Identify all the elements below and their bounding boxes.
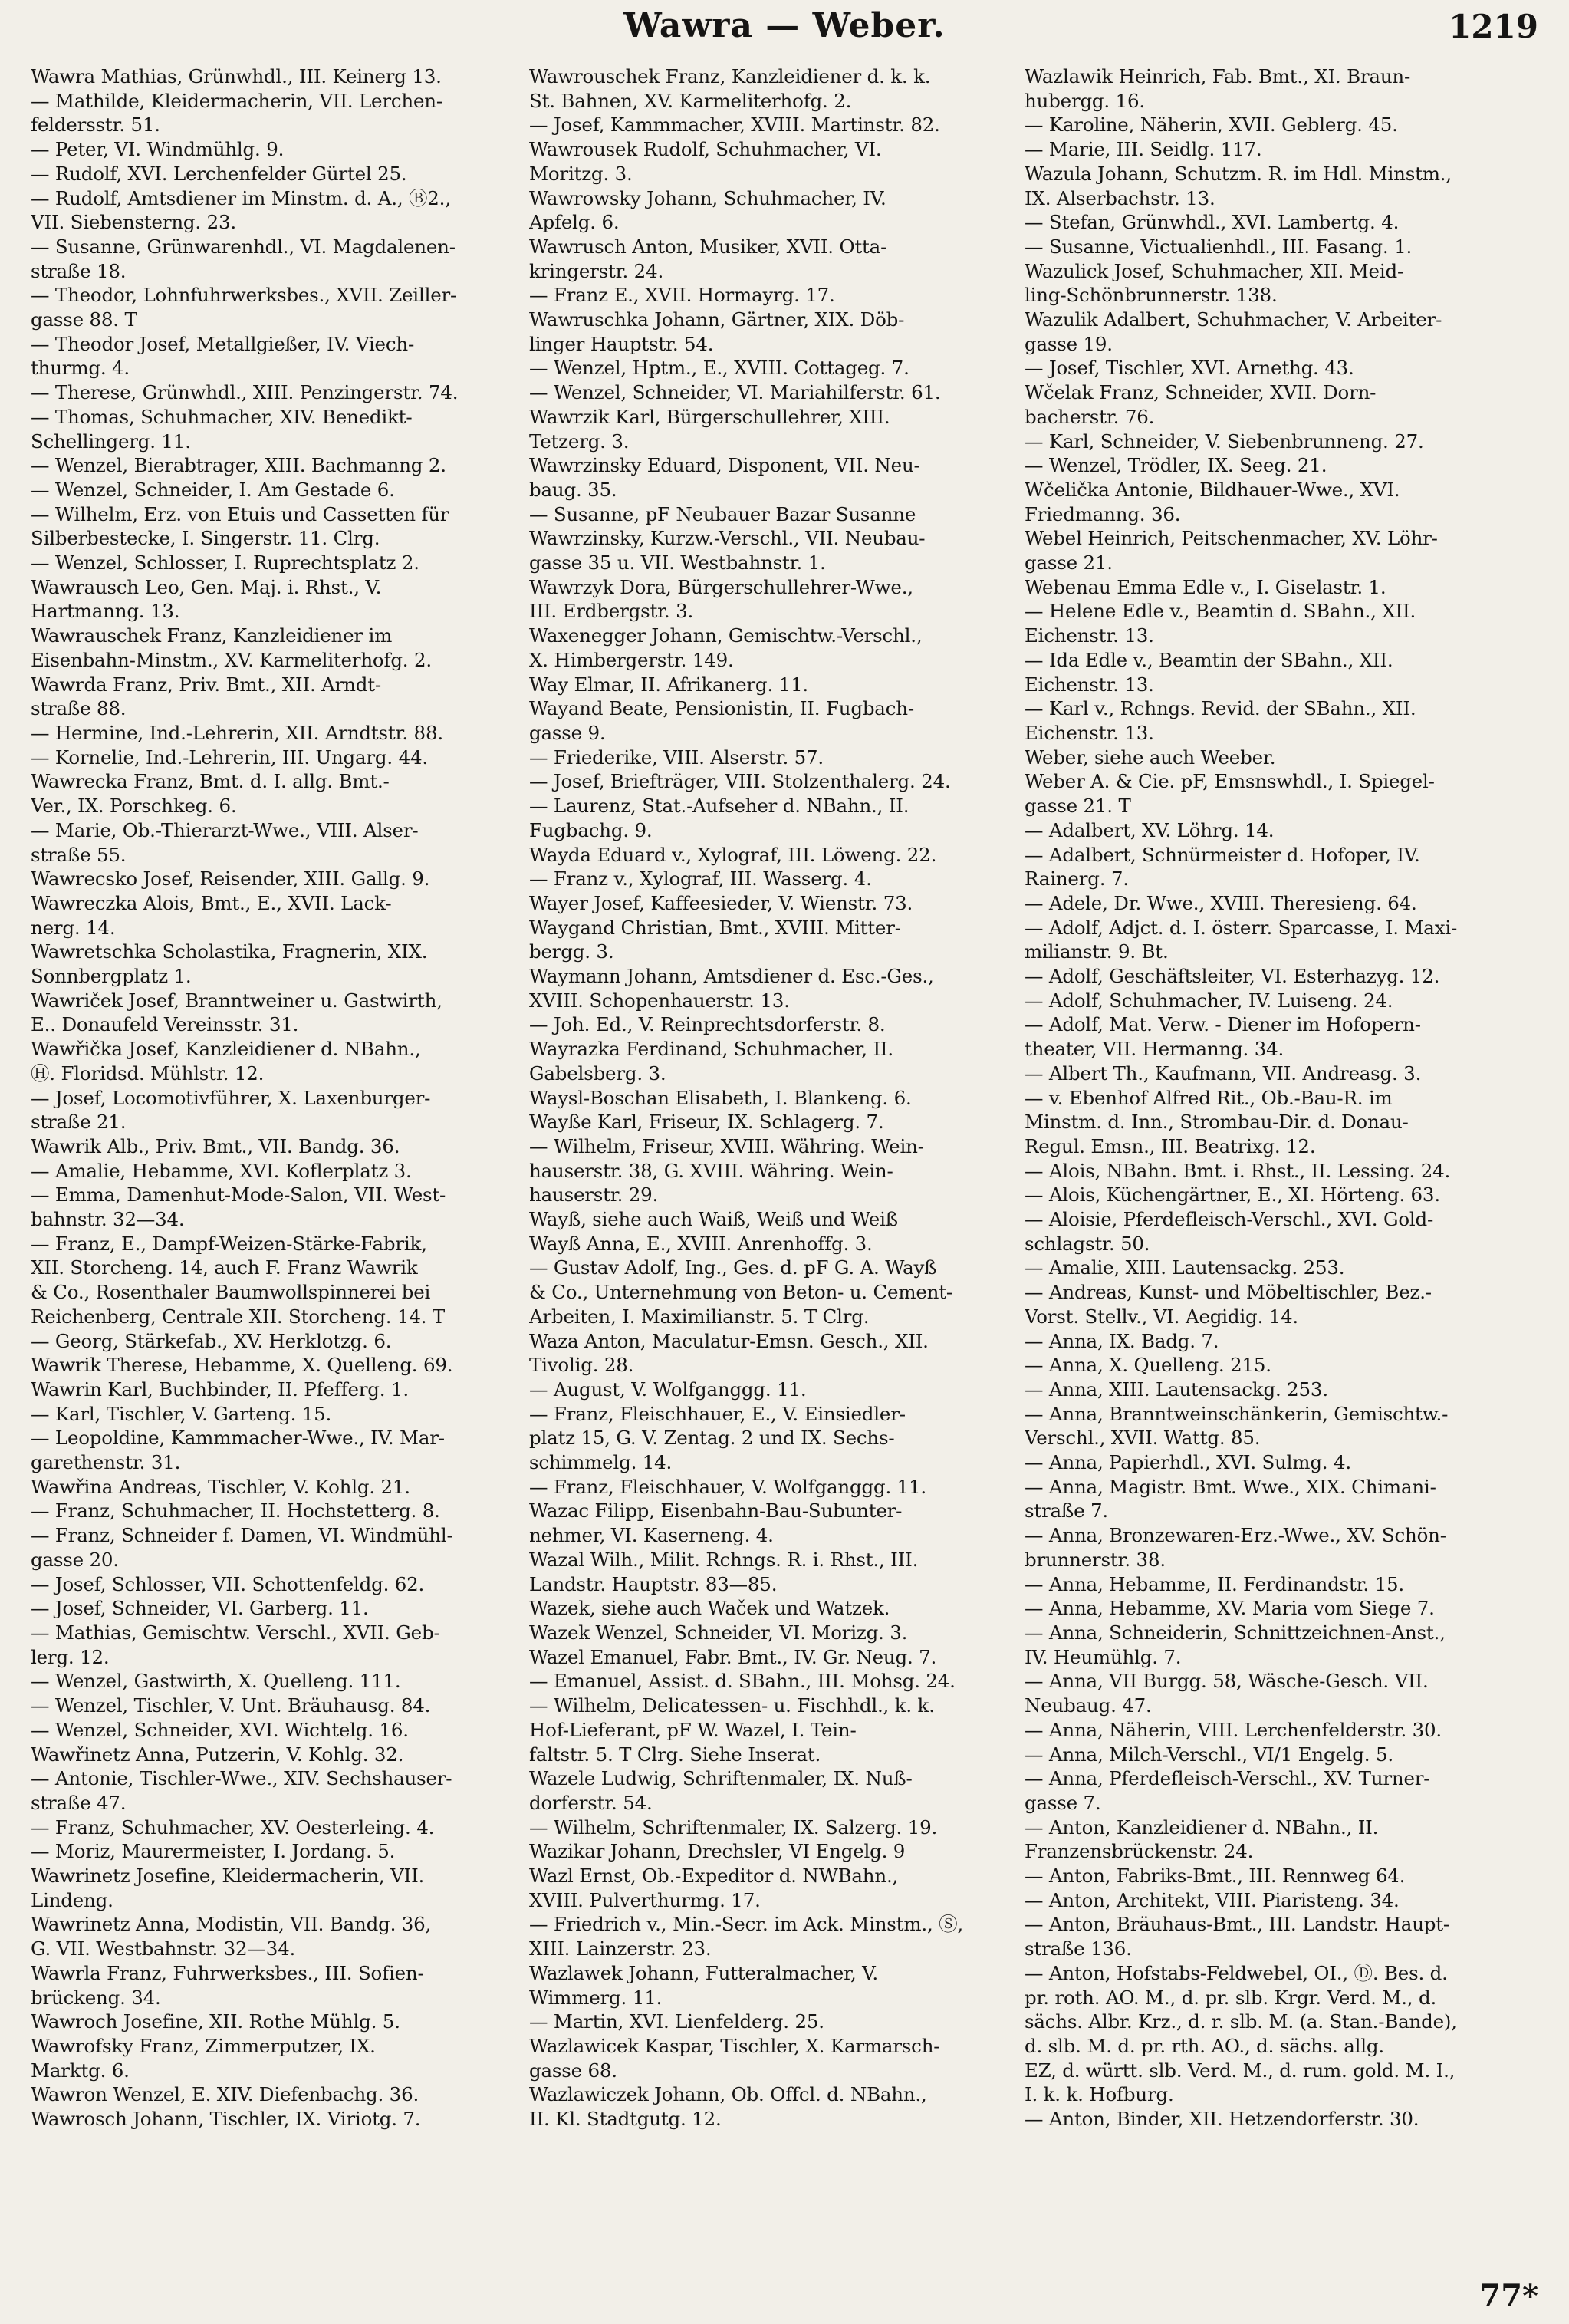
entry-line: — Susanne, Victualienhdl., III. Fasang. 1. <box>1025 235 1413 258</box>
entry-line: — Josef, Schlosser, VII. Schottenfeldg. 62. <box>31 1572 425 1595</box>
entry-line: Webenau Emma Edle v., I. Giselastr. 1. <box>1025 575 1386 598</box>
entry-line: hubergg. 16. <box>1025 89 1145 112</box>
entry-line: VII. Siebensterng. 23. <box>31 211 236 234</box>
entry-line: Way Elmar, II. Afrikanerg. 11. <box>529 673 808 696</box>
entry-line: Landstr. Hauptstr. 83—85. <box>529 1572 778 1595</box>
entry-line: gasse 7. <box>1025 1791 1101 1814</box>
entry-line: — Franz, Schuhmacher, XV. Oesterleing. 4. <box>31 1815 435 1838</box>
entry-line: Wčelička Antonie, Bildhauer-Wwe., XVI. <box>1025 478 1400 501</box>
entry-line: straße 55. <box>31 843 127 866</box>
entry-line: — Wenzel, Tischler, V. Unt. Bräuhausg. 84. <box>31 1694 431 1717</box>
entry-line: — Wilhelm, Friseur, XVIII. Währing. Wein- <box>529 1134 924 1157</box>
entry-line: — Friedrich v., Min.-Secr. im Ack. Minstm., Ⓢ, <box>529 1913 964 1936</box>
entry-line: — Anna, VII Burgg. 58, Wäsche-Gesch. VII. <box>1025 1670 1429 1693</box>
entry-line: Wazl Ernst, Ob.-Expeditor d. NWBahn., <box>529 1865 899 1888</box>
entry-line: — Anton, Kanzleidiener d. NBahn., II. <box>1025 1815 1379 1838</box>
entry-line: Minstm. d. Inn., Strombau-Dir. d. Donau- <box>1025 1111 1409 1134</box>
entry-line: — Anton, Binder, XII. Hetzendorferstr. 30. <box>1025 2108 1419 2131</box>
entry-line: — Mathilde, Kleidermacherin, VII. Lerchen- <box>31 89 442 112</box>
entry-line: Wawrousek Rudolf, Schuhmacher, VI. <box>529 138 882 161</box>
entry-line: Wazulik Adalbert, Schuhmacher, V. Arbeiter- <box>1025 308 1442 331</box>
entry-line: nehmer, VI. Kaserneng. 4. <box>529 1524 774 1547</box>
entry-line: — Karl, Tischler, V. Garteng. 15. <box>31 1402 332 1425</box>
entry-line: Wazek Wenzel, Schneider, VI. Morizg. 3. <box>529 1621 908 1644</box>
entry-line: Wawrzinsky Eduard, Disponent, VII. Neu- <box>529 454 920 477</box>
entry-line: — Theodor Josef, Metallgießer, IV. Viech- <box>31 332 415 355</box>
entry-line: Wawrzik Karl, Bürgerschullehrer, XIII. <box>529 405 890 428</box>
entry-line: — Andreas, Kunst- und Möbeltischler, Bez.- <box>1025 1281 1432 1304</box>
entry-line: — Friederike, VIII. Alserstr. 57. <box>529 746 824 769</box>
entry-line: gasse 21. <box>1025 551 1113 574</box>
entry-line: Wayda Eduard v., Xylograf, III. Löweng. 22. <box>529 843 937 866</box>
entry-line: — Adolf, Geschäftsleiter, VI. Esterhazyg. 12. <box>1025 965 1440 988</box>
entry-line: Schellingerg. 11. <box>31 430 191 453</box>
entry-line: — Rudolf, XVI. Lerchenfelder Gürtel 25. <box>31 162 407 185</box>
entry-line: — Thomas, Schuhmacher, XIV. Benedikt- <box>31 405 413 428</box>
entry-line: — Josef, Briefträger, VIII. Stolzenthalerg. 24. <box>529 770 951 793</box>
entry-line: gasse 21. T <box>1025 795 1131 818</box>
entry-line: kringerstr. 24. <box>529 259 664 282</box>
entry-line: X. Himbergerstr. 149. <box>529 648 734 671</box>
entry-line: schimmelg. 14. <box>529 1451 673 1474</box>
entry-line: sächs. Albr. Krz., d. r. slb. M. (a. Stan.-Bande), <box>1025 2010 1457 2033</box>
entry-line: Arbeiten, I. Maximilianstr. 5. T Clrg. <box>529 1305 870 1328</box>
entry-line: — Franz, Fleischhauer, V. Wolfganggg. 11. <box>529 1475 926 1498</box>
entry-line: hauserstr. 38, G. XVIII. Währing. Wein- <box>529 1159 893 1182</box>
entry-line: — Martin, XVI. Lienfelderg. 25. <box>529 2010 824 2033</box>
entry-line: — Marie, Ob.-Thierarzt-Wwe., VIII. Alser- <box>31 818 419 841</box>
entry-line: Wawrauschek Franz, Kanzleidiener im <box>31 624 393 647</box>
page-number: 1219 <box>1449 8 1538 45</box>
entry-line: — Franz, Schneider f. Damen, VI. Windmühl- <box>31 1524 453 1547</box>
entry-line: — Alois, Küchengärtner, E., XI. Hörteng. 63. <box>1025 1183 1440 1206</box>
entry-line: Wawřinetz Anna, Putzerin, V. Kohlg. 32. <box>31 1743 404 1766</box>
entry-line: Weber A. & Cie. pF, Emsnswhdl., I. Spiegel- <box>1025 770 1435 793</box>
entry-line: Wawrik Therese, Hebamme, X. Quelleng. 69. <box>31 1354 453 1377</box>
entry-line: & Co., Rosenthaler Baumwollspinnerei bei <box>31 1281 431 1304</box>
entry-line: — Anna, Schneiderin, Schnittzeichnen-Anst., <box>1025 1621 1446 1644</box>
entry-line: Waxenegger Johann, Gemischtw.-Verschl., <box>529 624 923 647</box>
entry-line: — Anna, X. Quelleng. 215. <box>1025 1354 1271 1377</box>
entry-line: — Laurenz, Stat.-Aufseher d. NBahn., II. <box>529 795 909 818</box>
entry-line: Wawrosch Johann, Tischler, IX. Viriotg. 7. <box>31 2108 421 2131</box>
entry-line: — Anna, Magistr. Bmt. Wwe., XIX. Chimani- <box>1025 1475 1436 1498</box>
entry-line: Rainerg. 7. <box>1025 867 1129 890</box>
entry-line: — Franz, E., Dampf-Weizen-Stärke-Fabrik, <box>31 1232 427 1255</box>
entry-line: — Franz E., XVII. Hormayrg. 17. <box>529 284 835 307</box>
entry-line: — Adolf, Adjct. d. I. österr. Sparcasse, I. Maxi- <box>1025 916 1458 939</box>
entry-line: Wawrzyk Dora, Bürgerschullehrer-Wwe., <box>529 575 913 598</box>
entry-line: Wawrusch Anton, Musiker, XVII. Otta- <box>529 235 887 258</box>
entry-line: Friedmanng. 36. <box>1025 502 1181 525</box>
entry-line: Wawrecsko Josef, Reisender, XIII. Gallg. 9. <box>31 867 430 890</box>
entry-line: Wayer Josef, Kaffeesieder, V. Wienstr. 73. <box>529 891 913 914</box>
entry-line: Hartmanng. 13. <box>31 600 180 623</box>
entry-line: — Anna, Branntweinschänkerin, Gemischtw.- <box>1025 1402 1449 1425</box>
entry-line: Wazlawek Johann, Futteralmacher, V. <box>529 1961 878 1984</box>
entry-line: — Marie, III. Seidlg. 117. <box>1025 138 1262 161</box>
entry-line: — Aloisie, Pferdefleisch-Verschl., XVI. Gold- <box>1025 1208 1434 1231</box>
entry-line: Ver., IX. Porschkeg. 6. <box>31 795 237 818</box>
entry-line: — August, V. Wolfganggg. 11. <box>529 1378 807 1401</box>
entry-line: — Anna, Pferdefleisch-Verschl., XV. Turner- <box>1025 1767 1430 1790</box>
entry-line: Franzensbrückenstr. 24. <box>1025 1840 1254 1863</box>
entry-line: — Gustav Adolf, Ing., Ges. d. pF G. A. Wayß <box>529 1256 937 1279</box>
entry-line: Wawrouschek Franz, Kanzleidiener d. k. k. <box>529 65 931 87</box>
entry-line: Fugbachg. 9. <box>529 818 653 841</box>
entry-line: — Adalbert, XV. Löhrg. 14. <box>1025 818 1275 841</box>
entry-line: Wazal Wilh., Milit. Rchngs. R. i. Rhst., III. <box>529 1548 919 1571</box>
entry-line: Eichenstr. 13. <box>1025 721 1154 744</box>
entry-line: — Anna, Näherin, VIII. Lerchenfelderstr. 30. <box>1025 1718 1442 1741</box>
entry-line: linger Hauptstr. 54. <box>529 332 714 355</box>
entry-line: — Anna, Bronzewaren-Erz.-Wwe., XV. Schön- <box>1025 1524 1446 1547</box>
entry-line: Wawrowsky Johann, Schuhmacher, IV. <box>529 186 886 209</box>
entry-line: feldersstr. 51. <box>31 114 160 137</box>
entry-line: IX. Alserbachstr. 13. <box>1025 186 1215 209</box>
entry-line: — Franz v., Xylograf, III. Wasserg. 4. <box>529 867 872 890</box>
entry-line: Weber, siehe auch Weeber. <box>1025 746 1276 769</box>
entry-line: Waymann Johann, Amtsdiener d. Esc.-Ges., <box>529 965 934 988</box>
entry-line: — Helene Edle v., Beamtin d. SBahn., XII. <box>1025 600 1416 623</box>
entry-line: Wimmerg. 11. <box>529 1986 663 2009</box>
entry-line: Wazele Ludwig, Schriftenmaler, IX. Nuß- <box>529 1767 913 1790</box>
entry-line: straße 88. <box>31 697 127 720</box>
entry-line: Lindeng. <box>31 1888 113 1911</box>
entry-line: — Wenzel, Schneider, VI. Mariahilferstr. 61. <box>529 381 941 404</box>
entry-line: hauserstr. 29. <box>529 1183 659 1206</box>
entry-line: — Wenzel, Bierabtrager, XIII. Bachmanng 2. <box>31 454 446 477</box>
entry-line: Marktg. 6. <box>31 2059 130 2082</box>
entry-line: Wazlawik Heinrich, Fab. Bmt., XI. Braun- <box>1025 65 1411 87</box>
entry-line: — Josef, Locomotivführer, X. Laxenburger- <box>31 1086 431 1109</box>
entry-line: Wayrazka Ferdinand, Schuhmacher, II. <box>529 1038 894 1061</box>
entry-line: — Alois, NBahn. Bmt. i. Rhst., II. Lessing. 24. <box>1025 1159 1451 1182</box>
entry-line: gasse 9. <box>529 721 606 744</box>
entry-line: Eisenbahn-Minstm., XV. Karmeliterhofg. 2. <box>31 648 432 671</box>
entry-line: & Co., Unternehmung von Beton- u. Cement- <box>529 1281 952 1304</box>
entry-line: — Wenzel, Trödler, IX. Seeg. 21. <box>1025 454 1327 477</box>
entry-line: — Antonie, Tischler-Wwe., XIV. Sechshauser- <box>31 1767 452 1790</box>
entry-line: Tivolig. 28. <box>529 1354 634 1377</box>
entry-line: baug. 35. <box>529 478 617 501</box>
entry-line: Eichenstr. 13. <box>1025 673 1154 696</box>
entry-line: — Theodor, Lohnfuhrwerksbes., XVII. Zeiller- <box>31 284 457 307</box>
entry-line: Wayße Karl, Friseur, IX. Schlagerg. 7. <box>529 1111 884 1134</box>
entry-line: — Anton, Architekt, VIII. Piaristeng. 34. <box>1025 1888 1400 1911</box>
entry-line: Wazac Filipp, Eisenbahn-Bau-Subunter- <box>529 1499 903 1522</box>
entry-line: Reichenberg, Centrale XII. Storcheng. 14. T <box>31 1305 446 1328</box>
entry-line: — Karl, Schneider, V. Siebenbrunneng. 27. <box>1025 430 1424 453</box>
entry-line: Wawrausch Leo, Gen. Maj. i. Rhst., V. <box>31 575 382 598</box>
entry-line: bacherstr. 76. <box>1025 405 1155 428</box>
entry-line: — Wenzel, Hptm., E., XVIII. Cottageg. 7. <box>529 357 909 380</box>
entry-line: — Joh. Ed., V. Reinprechtsdorferstr. 8. <box>529 1013 886 1036</box>
entry-line: gasse 35 u. VII. Westbahnstr. 1. <box>529 551 826 574</box>
entry-line: Wayand Beate, Pensionistin, II. Fugbach- <box>529 697 914 720</box>
column-2 <box>529 64 1028 2281</box>
entry-line: Vorst. Stellv., VI. Aegidig. 14. <box>1025 1305 1298 1328</box>
entry-line: — Karoline, Näherin, XVII. Geblerg. 45. <box>1025 114 1398 137</box>
entry-line: straße 7. <box>1025 1499 1108 1522</box>
entry-line: — Franz, Fleischhauer, E., V. Einsiedler- <box>529 1402 906 1425</box>
entry-line: — Adolf, Mat. Verw. - Diener im Hofopern- <box>1025 1013 1421 1036</box>
entry-line: — Anton, Hofstabs-Feldwebel, OI., Ⓓ. Bes. d. <box>1025 1961 1448 1984</box>
entry-line: Wazlawiczek Johann, Ob. Offcl. d. NBahn., <box>529 2083 927 2106</box>
entry-line: brückeng. 34. <box>31 1986 161 2009</box>
entry-line: St. Bahnen, XV. Karmeliterhofg. 2. <box>529 89 852 112</box>
entry-line: Waygand Christian, Bmt., XVIII. Mitter- <box>529 916 901 939</box>
entry-line: — Josef, Schneider, VI. Garberg. 11. <box>31 1597 369 1620</box>
entry-line: Wčelak Franz, Schneider, XVII. Dorn- <box>1025 381 1377 404</box>
entry-line: nerg. 14. <box>31 916 116 939</box>
entry-line: bergg. 3. <box>529 940 614 963</box>
entry-line: — Adele, Dr. Wwe., XVIII. Theresieng. 64. <box>1025 891 1417 914</box>
entry-line: — Susanne, Grünwarenhdl., VI. Magdalenen- <box>31 235 456 258</box>
entry-line: straße 136. <box>1025 1937 1132 1960</box>
entry-line: Sonnbergplatz 1. <box>31 965 192 988</box>
entry-line: Wawrinetz Josefine, Kleidermacherin, VII. <box>31 1865 425 1888</box>
entry-line: — Josef, Kammmacher, XVIII. Martinstr. 82. <box>529 114 940 137</box>
page-title: Wawra — Weber. <box>623 6 946 45</box>
entry-line: — Georg, Stärkefab., XV. Herklotzg. 6. <box>31 1329 392 1352</box>
entry-line: Wazek, siehe auch Waček und Watzek. <box>529 1597 890 1620</box>
entry-line: — Anna, Milch-Verschl., VI/1 Engelg. 5. <box>1025 1743 1393 1766</box>
entry-line: brunnerstr. 38. <box>1025 1548 1166 1571</box>
entry-line: — Anna, Hebamme, II. Ferdinandstr. 15. <box>1025 1572 1404 1595</box>
entry-line: — Karl v., Rchngs. Revid. der SBahn., XII. <box>1025 697 1416 720</box>
entry-line: Wawra Mathias, Grünwhdl., III. Keinerg 13. <box>31 65 442 87</box>
entry-line: Waza Anton, Maculatur-Emsn. Gesch., XII. <box>529 1329 929 1352</box>
entry-line: garethenstr. 31. <box>31 1451 181 1474</box>
entry-line: d. slb. M. d. pr. rth. AO., d. sächs. allg. <box>1025 2034 1384 2057</box>
entry-line: Wawrinetz Anna, Modistin, VII. Bandg. 36, <box>31 1913 432 1936</box>
entry-line: ling-Schönbrunnerstr. 138. <box>1025 284 1278 307</box>
entry-line: — Wilhelm, Erz. von Etuis und Cassetten für <box>31 502 449 525</box>
entry-line: XIII. Lainzerstr. 23. <box>529 1937 712 1960</box>
entry-line: — Wenzel, Schlosser, I. Ruprechtsplatz 2. <box>31 551 419 574</box>
entry-line: bahnstr. 32—34. <box>31 1208 185 1231</box>
entry-line: Wawron Wenzel, E. XIV. Diefenbachg. 36. <box>31 2083 419 2106</box>
page-header <box>31 6 1538 51</box>
entry-line: Tetzerg. 3. <box>529 430 630 453</box>
entry-line: Eichenstr. 13. <box>1025 624 1154 647</box>
entry-line: — Mathias, Gemischtw. Verschl., XVII. Geb- <box>31 1621 440 1644</box>
entry-line: Webel Heinrich, Peitschenmacher, XV. Löhr- <box>1025 527 1438 550</box>
entry-line: — Kornelie, Ind.-Lehrerin, III. Ungarg. 44. <box>31 746 428 769</box>
entry-line: — Wenzel, Schneider, I. Am Gestade 6. <box>31 478 395 501</box>
page-signature: 77* <box>1479 2278 1538 2314</box>
entry-line: gasse 19. <box>1025 332 1113 355</box>
entry-line: theater, VII. Hermanng. 34. <box>1025 1038 1284 1061</box>
entry-line: EZ, d. württ. slb. Verd. M., d. rum. gold. M. I., <box>1025 2059 1456 2082</box>
entry-line: pr. roth. AO. M., d. pr. slb. Krgr. Verd. M., d. <box>1025 1986 1437 2009</box>
entry-line: dorferstr. 54. <box>529 1791 653 1814</box>
entry-line: XII. Storcheng. 14, auch F. Franz Wawrik <box>31 1256 418 1279</box>
entry-line: — Franz, Schuhmacher, II. Hochstetterg. 8. <box>31 1499 440 1522</box>
entry-line: — v. Ebenhof Alfred Rit., Ob.-Bau-R. im <box>1025 1086 1393 1109</box>
entry-line: — Leopoldine, Kammmacher-Wwe., IV. Mar- <box>31 1427 445 1450</box>
entry-line: — Therese, Grünwhdl., XIII. Penzingerstr. 74. <box>31 381 459 404</box>
entry-line: — Wilhelm, Delicatessen- u. Fischhdl., k. k. <box>529 1694 935 1717</box>
entry-line: Waysl-Boschan Elisabeth, I. Blankeng. 6. <box>529 1086 912 1109</box>
entry-line: — Anna, Hebamme, XV. Maria vom Siege 7. <box>1025 1597 1435 1620</box>
entry-line: — Wenzel, Gastwirth, X. Quelleng. 111. <box>31 1670 401 1693</box>
entry-line: E.. Donaufeld Vereinsstr. 31. <box>31 1013 299 1036</box>
entry-line: IV. Heumühlg. 7. <box>1025 1645 1182 1668</box>
entry-line: gasse 88. T <box>31 308 137 331</box>
entry-line: — Rudolf, Amtsdiener im Minstm. d. A., Ⓑ2., <box>31 186 451 209</box>
entry-line: Wawriček Josef, Branntweiner u. Gastwirth, <box>31 989 442 1012</box>
entry-line: Moritzg. 3. <box>529 162 633 185</box>
entry-line: Hof-Lieferant, pF W. Wazel, I. Tein- <box>529 1718 857 1741</box>
entry-line: Wawretschka Scholastika, Fragnerin, XIX. <box>31 940 428 963</box>
entry-line: Wazula Johann, Schutzm. R. im Hdl. Minstm., <box>1025 162 1452 185</box>
entry-line: G. VII. Westbahnstr. 32—34. <box>31 1937 296 1960</box>
entry-line: Wawreczka Alois, Bmt., E., XVII. Lack- <box>31 891 392 914</box>
entry-line: Neubaug. 47. <box>1025 1694 1152 1717</box>
entry-line: Wazulick Josef, Schuhmacher, XII. Meid- <box>1025 259 1404 282</box>
entry-line: straße 21. <box>31 1111 127 1134</box>
column-1 <box>31 64 529 2281</box>
entry-line: — Amalie, Hebamme, XVI. Koflerplatz 3. <box>31 1159 412 1182</box>
entry-line: thurmg. 4. <box>31 357 130 380</box>
entry-line: — Anna, Papierhdl., XVI. Sulmg. 4. <box>1025 1451 1351 1474</box>
entry-line: Wawrla Franz, Fuhrwerksbes., III. Sofien- <box>31 1961 424 1984</box>
entry-line: — Moriz, Maurermeister, I. Jordang. 5. <box>31 1840 396 1863</box>
entry-line: Wawroch Josefine, XII. Rothe Mühlg. 5. <box>31 2010 400 2033</box>
entry-line: straße 47. <box>31 1791 127 1814</box>
entry-line: faltstr. 5. T Clrg. Siehe Inserat. <box>529 1743 821 1766</box>
entry-line: Regul. Emsn., III. Beatrixg. 12. <box>1025 1134 1316 1157</box>
entry-line: Wawrofsky Franz, Zimmerputzer, IX. <box>31 2034 376 2057</box>
entry-line: — Wilhelm, Schriftenmaler, IX. Salzerg. 19. <box>529 1815 938 1838</box>
entry-line: — Hermine, Ind.-Lehrerin, XII. Arndtstr. 88. <box>31 721 443 744</box>
entry-line: II. Kl. Stadtgutg. 12. <box>529 2108 722 2131</box>
entry-line: — Anna, XIII. Lautensackg. 253. <box>1025 1378 1328 1401</box>
entry-line: Wawrzinsky, Kurzw.-Verschl., VII. Neubau- <box>529 527 926 550</box>
entry-line: Wazlawicek Kaspar, Tischler, X. Karmarsch- <box>529 2034 940 2057</box>
entry-line: platz 15, G. V. Zentag. 2 und IX. Sechs- <box>529 1427 895 1450</box>
entry-line: — Emma, Damenhut-Mode-Salon, VII. West- <box>31 1183 446 1206</box>
column-3 <box>1025 64 1523 2281</box>
entry-line: Silberbestecke, I. Singerstr. 11. Clrg. <box>31 527 380 550</box>
entry-line: Wawruschka Johann, Gärtner, XIX. Döb- <box>529 308 905 331</box>
entry-line: — Ida Edle v., Beamtin der SBahn., XII. <box>1025 648 1393 671</box>
entry-line: gasse 68. <box>529 2059 617 2082</box>
entry-line: Wawřička Josef, Kanzleidiener d. NBahn., <box>31 1038 421 1061</box>
entry-line: XVIII. Pulverthurmg. 17. <box>529 1888 761 1911</box>
entry-line: I. k. k. Hofburg. <box>1025 2083 1174 2106</box>
entry-line: — Josef, Tischler, XVI. Arnethg. 43. <box>1025 357 1354 380</box>
entry-line: Wazikar Johann, Drechsler, VI Engelg. 9 <box>529 1840 906 1863</box>
entry-line: — Peter, VI. Windmühlg. 9. <box>31 138 285 161</box>
entry-line: — Anton, Fabriks-Bmt., III. Rennweg 64. <box>1025 1865 1406 1888</box>
entry-line: Wawřina Andreas, Tischler, V. Kohlg. 21. <box>31 1475 410 1498</box>
entry-line: gasse 20. <box>31 1548 119 1571</box>
entry-line: Apfelg. 6. <box>529 211 620 234</box>
entry-line: lerg. 12. <box>31 1645 110 1668</box>
entry-line: III. Erdbergstr. 3. <box>529 600 694 623</box>
entry-line: Wawrik Alb., Priv. Bmt., VII. Bandg. 36. <box>31 1134 400 1157</box>
entry-line: Verschl., XVII. Wattg. 85. <box>1025 1427 1261 1450</box>
entry-line: — Stefan, Grünwhdl., XVI. Lambertg. 4. <box>1025 211 1400 234</box>
entry-line: milianstr. 9. Bt. <box>1025 940 1169 963</box>
entry-line: straße 18. <box>31 259 127 282</box>
entry-line: — Albert Th., Kaufmann, VII. Andreasg. 3. <box>1025 1062 1422 1085</box>
entry-line: Wayß Anna, E., XVIII. Anrenhoffg. 3. <box>529 1232 873 1255</box>
entry-line: Gabelsberg. 3. <box>529 1062 666 1085</box>
entry-line: Wayß, siehe auch Waiß, Weiß und Weiß <box>529 1208 898 1231</box>
entry-line: Wawrda Franz, Priv. Bmt., XII. Arndt- <box>31 673 381 696</box>
entry-line: Wawrecka Franz, Bmt. d. I. allg. Bmt.- <box>31 770 390 793</box>
entry-line: — Susanne, pF Neubauer Bazar Susanne <box>529 502 916 525</box>
entry-line: — Adalbert, Schnürmeister d. Hofoper, IV. <box>1025 843 1420 866</box>
entry-line: Wazel Emanuel, Fabr. Bmt., IV. Gr. Neug. 7. <box>529 1645 937 1668</box>
entry-line: Ⓗ. Floridsd. Mühlstr. 12. <box>31 1062 265 1085</box>
entry-line: — Anton, Bräuhaus-Bmt., III. Landstr. Haupt- <box>1025 1913 1449 1936</box>
entry-line: XVIII. Schopenhauerstr. 13. <box>529 989 790 1012</box>
entry-line: — Emanuel, Assist. d. SBahn., III. Mohsg. 24. <box>529 1670 956 1693</box>
entry-line: — Wenzel, Schneider, XVI. Wichtelg. 16. <box>31 1718 409 1741</box>
entry-line: — Anna, IX. Badg. 7. <box>1025 1329 1219 1352</box>
entry-line: schlagstr. 50. <box>1025 1232 1150 1255</box>
entry-line: — Adolf, Schuhmacher, IV. Luiseng. 24. <box>1025 989 1393 1012</box>
entry-line: — Amalie, XIII. Lautensackg. 253. <box>1025 1256 1345 1279</box>
entry-line: Wawrin Karl, Buchbinder, II. Pfefferg. 1. <box>31 1378 409 1401</box>
